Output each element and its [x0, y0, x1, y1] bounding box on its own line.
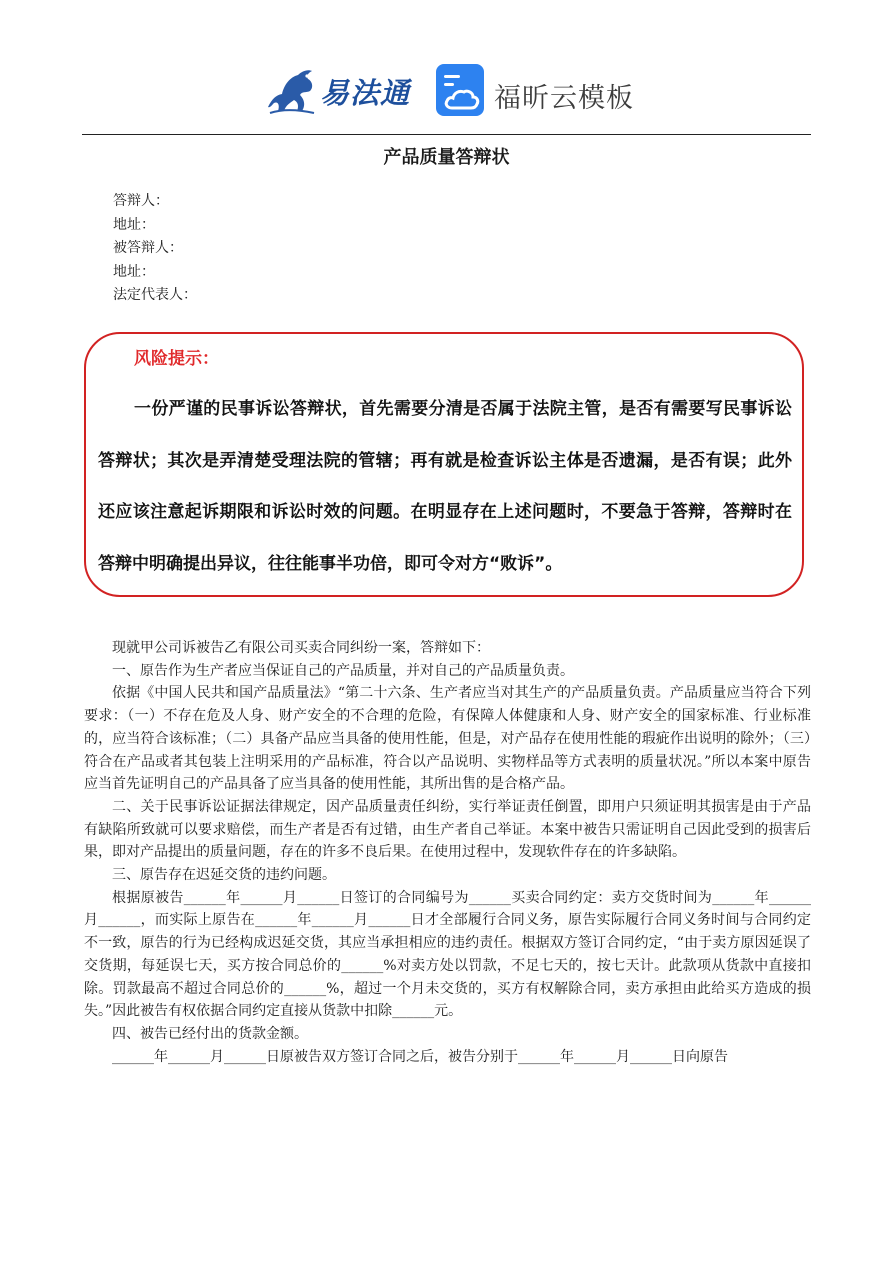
- point-two-paragraph: 二、关于民事诉讼证据法律规定，因产品质量责任纠纷，实行举证责任倒置，即用户只须证明其损害是由于产品有缺陷所致就可以要求赔偿，而生产者是否有过错，由生产者自己举证。本案中被告只需证明自己因此受到的损害后果，即对产品提出的质量问题，存在的许多不良后果。在使用过程中，发现软件存在的许多缺陷。: [84, 798, 811, 861]
- fuxin-brand-text: 福昕云模板: [494, 83, 634, 114]
- yifatong-brand-text: 易法通: [320, 76, 411, 110]
- respondent-label: 答辩人：: [113, 193, 169, 209]
- risk-notice-box: [84, 332, 804, 597]
- respondent-address-label: 地址：: [113, 216, 155, 233]
- page-header: [0, 55, 893, 125]
- document-title: 产品质量答辩状: [383, 147, 510, 168]
- header-divider: [82, 134, 811, 135]
- point-four-heading: 四、被告已经付出的货款金额。: [112, 1025, 308, 1042]
- point-four-paragraph: ______年______月______日原被告双方签订合同之后，被告分别于______年______月______日向原告: [112, 1048, 728, 1065]
- legal-representative-label: 法定代表人：: [113, 287, 197, 303]
- party-info-block: [113, 190, 197, 308]
- point-three-heading: 三、原告存在迟延交货的违约问题。: [112, 867, 336, 884]
- cloud-template-app-icon: [436, 64, 484, 116]
- point-three-paragraph: 根据原被告______年______月______日签订的合同编号为______买卖合同约定：卖方交货时间为______年______月______，而实际上原告在______年______月______日才全部履行合同义务，原告实际履行合同义务时间与合同约定不一致，原告的行为已经构成迟延交货，其应当承担相应的违约责任。根据双方签订合同约定，“由于卖方原因延误了交货期，每延误七天，买方按合同总价的______%对卖方处以罚款，不足七天的，按七天计。此款项从货款中直接扣除。罚款最高不超过合同总价的______%，超过一个月未交货的，买方有权解除合同，卖方承担由此给买方造成的损失。”因此被告有权依据合同约定直接从货款中扣除______元。: [84, 889, 811, 1020]
- point-one-paragraph: 依据《中国人民共和国产品质量法》“第二十六条、生产者应当对其生产的产品质量负责。产品质量应当符合下列要求：（一）不存在危及人身、财产安全的不合理的危险，有保障人体健康和人身、财产安全的国家标准、行业标准的，应当符合该标准；（二）具备产品应当具备的使用性能，但是，对产品存在使用性能的瑕疵作出说明的除外；（三）符合在产品或者其包装上注明采用的产品标准，符合以产品说明、实物样品等方式表明的质量状况。”所以本案中原告应当首先证明自己的产品具备了应当具备的使用性能，其所出售的是合格产品。: [84, 685, 811, 793]
- intro-paragraph: 现就甲公司诉被告乙有限公司买卖合同纠纷一案，答辩如下：: [112, 640, 490, 656]
- qilin-emblem-icon: [262, 61, 322, 121]
- defense-body: [84, 637, 811, 1068]
- fuxin-logo: [436, 64, 646, 120]
- yifatong-logo: [262, 61, 422, 121]
- risk-notice-text: 一份严谨的民事诉讼答辩状，首先需要分清是否属于法院主管，是否有需要写民事诉讼答辩状；其次是弄清楚受理法院的管辖；再有就是检查诉讼主体是否遗漏，是否有误；此外还应该注意起诉期限和诉讼时效的问题。在明显存在上述问题时，不要急于答辩，答辩时在答辩中明确提出异议，往往能事半功倍，即可令对方“败诉”。: [98, 399, 792, 574]
- claimant-label: 被答辩人：: [113, 240, 183, 256]
- point-one-heading: 一、原告作为生产者应当保证自己的产品质量，并对自己的产品质量负责。: [112, 662, 574, 679]
- claimant-address-label: 地址：: [113, 263, 155, 280]
- risk-notice-title: 风险提示：: [134, 349, 219, 369]
